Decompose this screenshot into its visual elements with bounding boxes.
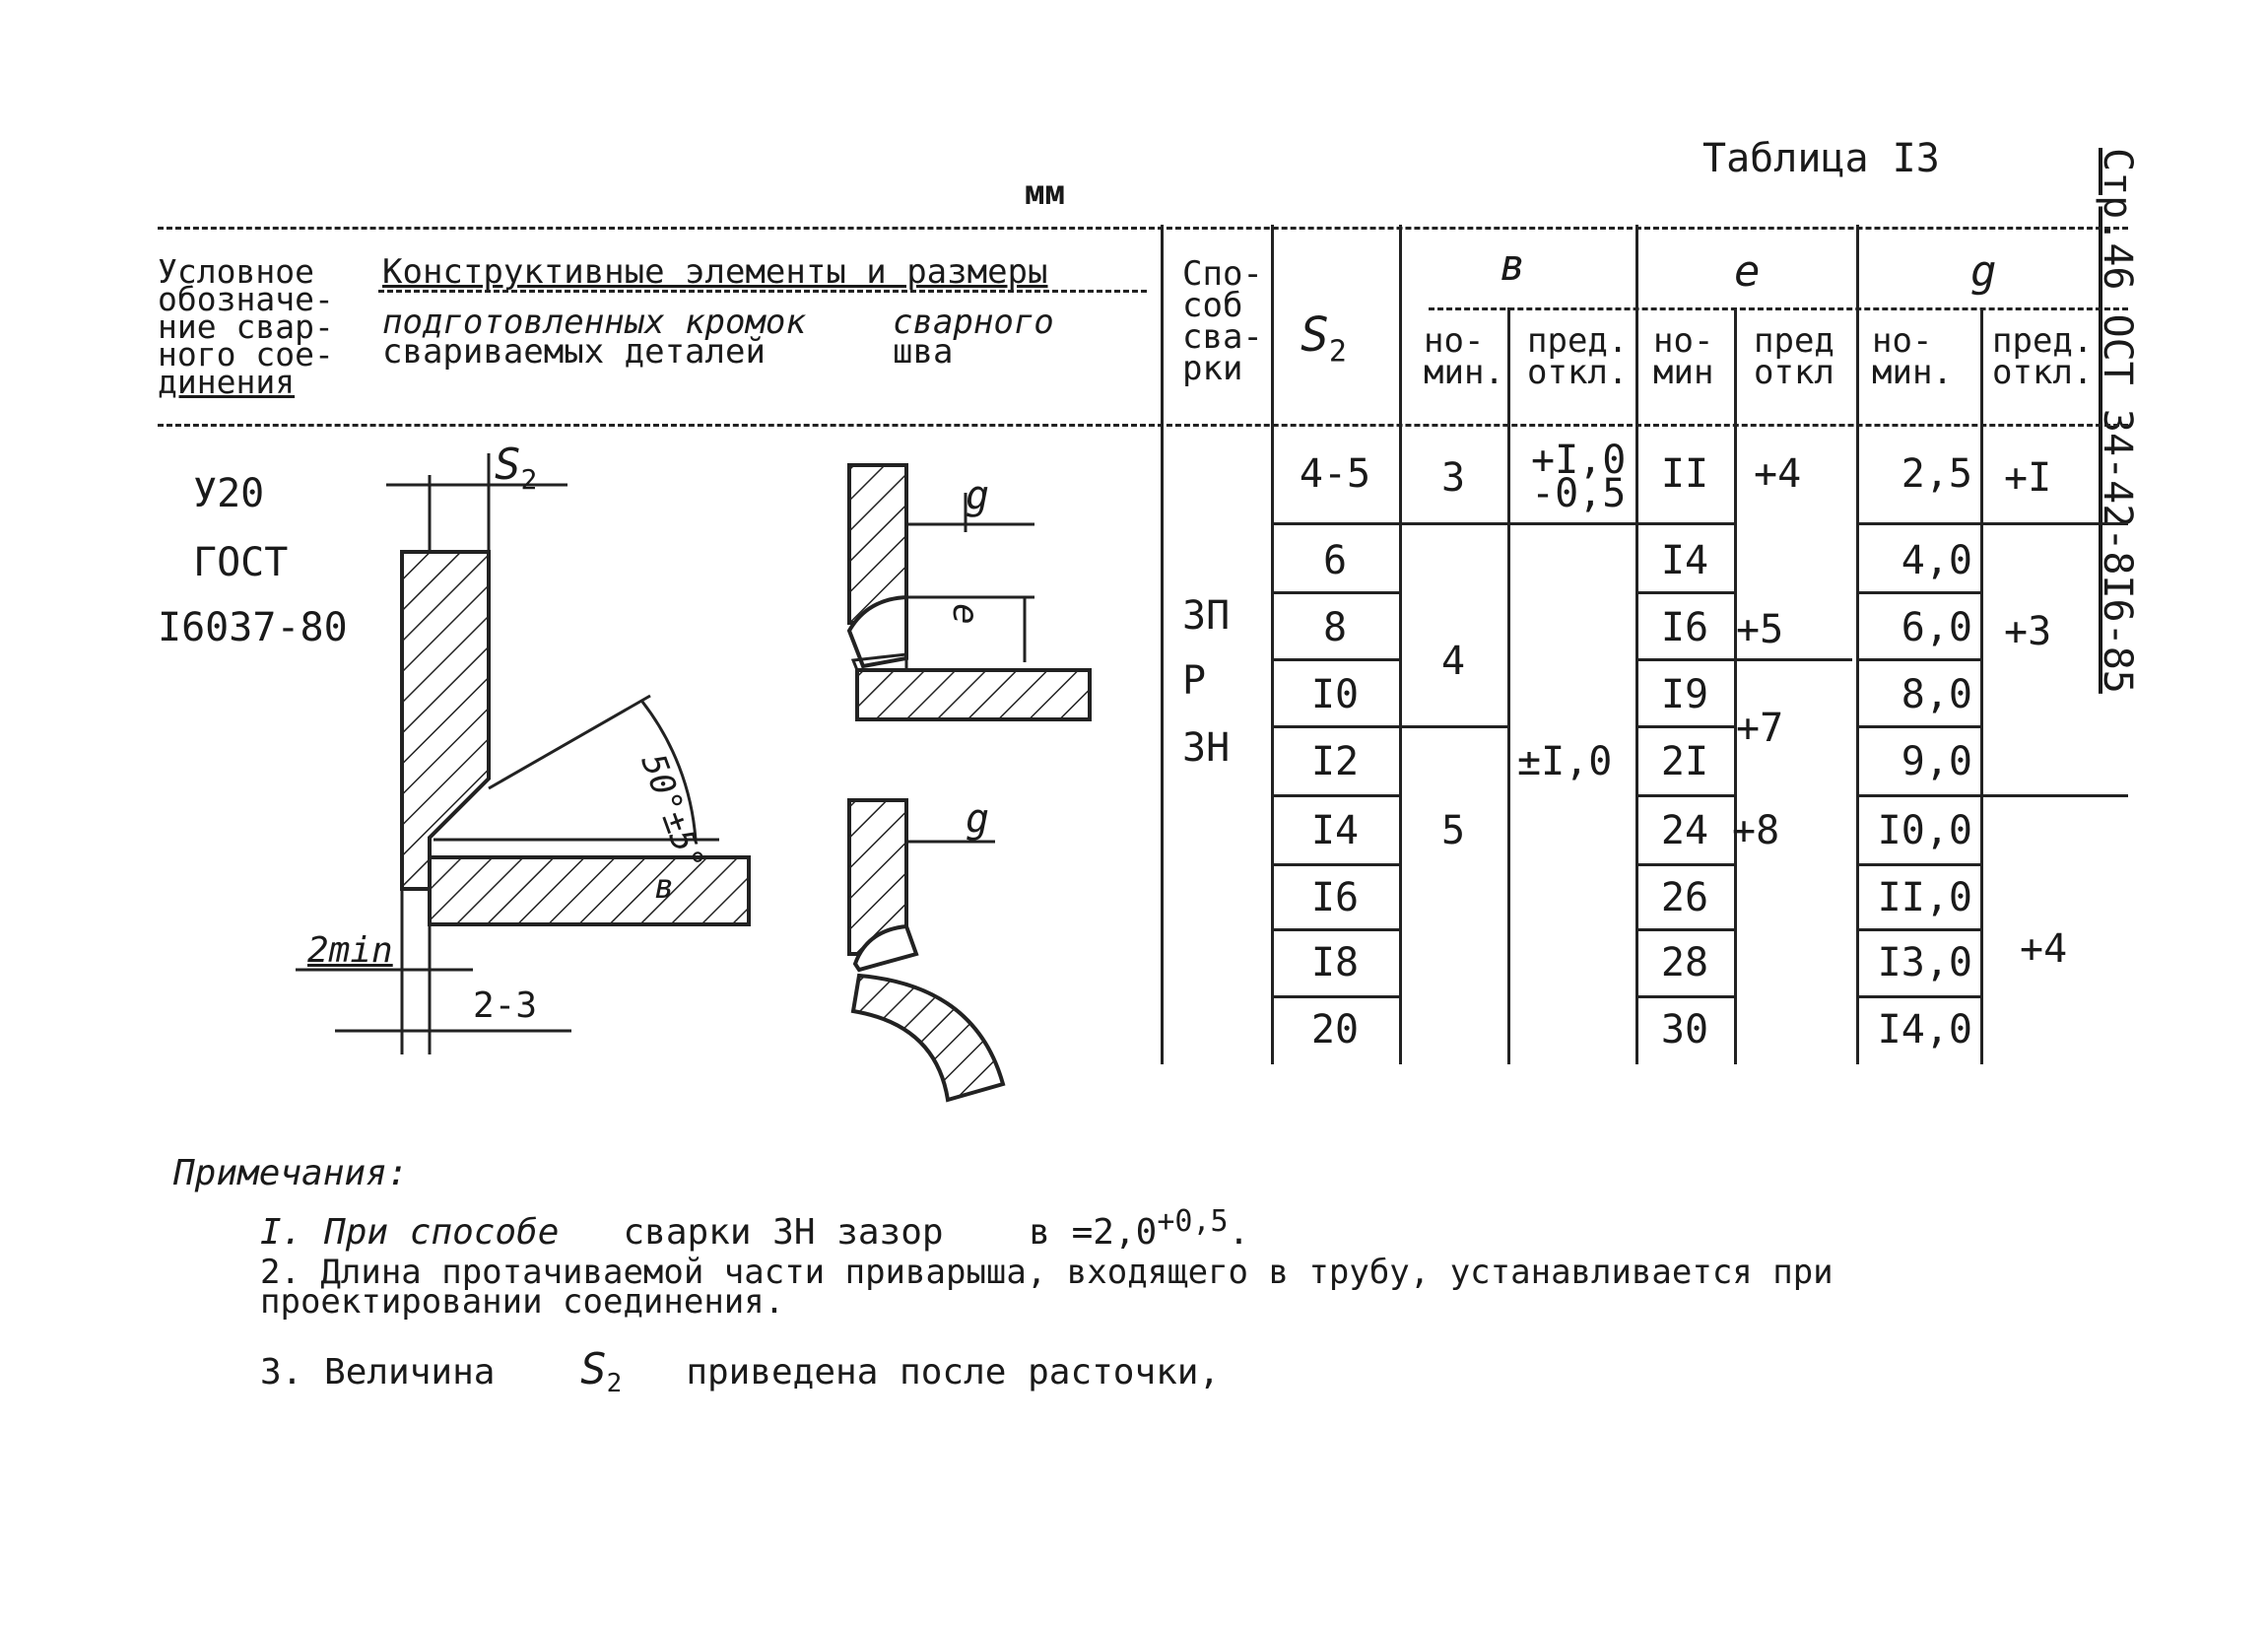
note-3-part: 3. Величина	[260, 1352, 496, 1392]
notes-title: Примечания:	[173, 1153, 409, 1193]
header-line: пред.	[1527, 321, 1629, 361]
horizontal-plate	[430, 857, 749, 924]
method-value: ЗН	[1182, 725, 1231, 771]
header-line: пред	[1754, 321, 1834, 361]
header-line: мин.	[1424, 353, 1504, 392]
e-nom-value: 24	[1660, 808, 1709, 853]
drawing-s2-label	[495, 440, 537, 496]
prepared-edges-line: подготовленных кромок	[382, 303, 806, 342]
designation-value: I6037-80	[158, 605, 348, 650]
s2-subscript: 2	[606, 1369, 623, 1399]
side-page-label: Стр.46 ОСТ 34-42-8I6-85	[2095, 148, 2140, 694]
header-line: но-	[1424, 321, 1485, 361]
b-header: в	[1500, 240, 1526, 291]
g-dev-value: +I	[2004, 455, 2052, 501]
s2-subscript: 2	[520, 462, 538, 496]
e-dev-value: +5	[1736, 607, 1784, 652]
e-nom-value: 26	[1660, 875, 1709, 920]
dim-2-3-label: 2-3	[473, 985, 538, 1026]
s2-value: I6	[1310, 875, 1360, 920]
header-line: пред.	[1992, 321, 2094, 361]
note-3	[260, 1344, 1220, 1398]
note-1-sup: +0,5	[1157, 1204, 1229, 1239]
bevel-line	[489, 696, 650, 788]
lower-weld-section	[849, 800, 1003, 1100]
note-1-part: сварки ЗН зазор	[623, 1212, 944, 1253]
e-nom-value: 28	[1660, 940, 1709, 985]
b-dev-value: -0,5	[1531, 471, 1627, 516]
e-nom-value: 30	[1660, 1007, 1709, 1053]
header-line: откл.	[1992, 353, 2094, 392]
e-dev-value: +8	[1732, 808, 1780, 853]
note-2	[260, 1253, 1834, 1322]
header-line: но-	[1653, 321, 1714, 361]
g-nom-value: I3,0	[1877, 940, 1972, 985]
elements-title: Конструктивные элементы и размеры	[382, 252, 1048, 292]
g-nom-value: 2,5	[1901, 451, 1972, 497]
s2-value: 6	[1322, 538, 1348, 583]
e-header: e	[1734, 246, 1761, 297]
unit-label: мм	[1025, 173, 1065, 213]
designation-line: обозначе-	[158, 280, 334, 318]
method-value: ЗП	[1182, 593, 1231, 639]
s2-symbol: S	[580, 1344, 607, 1394]
e-dev-value: +7	[1736, 706, 1784, 751]
g-header: g	[1970, 246, 1997, 297]
s2-value: 8	[1322, 605, 1348, 650]
header-line: мин.	[1872, 353, 1953, 392]
s2-value: I2	[1310, 739, 1360, 784]
s2-value: 4-5	[1299, 451, 1371, 497]
header-line: мин	[1653, 353, 1714, 392]
method-line: Спо-	[1182, 254, 1263, 294]
b-dev-value: +I,0	[1531, 438, 1627, 483]
g-nom-value: 8,0	[1901, 672, 1972, 717]
method-line: сва-	[1182, 317, 1263, 357]
method-value: Р	[1182, 658, 1207, 704]
e-dev-value: +4	[1754, 451, 1802, 497]
b-nom-value: 5	[1440, 808, 1466, 853]
e-nom-value: I6	[1660, 605, 1709, 650]
note-1-value: в =2,0	[1029, 1212, 1158, 1253]
g-nom-value: 9,0	[1901, 739, 1972, 784]
e-label: e	[945, 603, 985, 625]
note-2-line: 2. Длина протачиваемой части приварыша, входящего в трубу, устанавливается при	[260, 1253, 1834, 1292]
g-label-upper: g	[966, 473, 990, 518]
header-line: откл.	[1527, 353, 1629, 392]
designation-value: ГОСТ	[193, 540, 289, 585]
s2-value: I8	[1310, 940, 1360, 985]
header-line: но-	[1872, 321, 1933, 361]
s2-subscript: 2	[1328, 334, 1347, 370]
note-1-end: .	[1228, 1212, 1250, 1253]
b-dev-value: ±I,0	[1517, 739, 1613, 784]
angle-label: 50°±5°	[633, 749, 712, 877]
e-nom-value: II	[1660, 451, 1709, 497]
g-nom-value: I4,0	[1877, 1007, 1972, 1053]
b-mark-label: в	[654, 867, 675, 907]
g-dev-value: +3	[2004, 609, 2052, 654]
note-3-part: приведена после расточки,	[686, 1352, 1221, 1392]
designation-line: ние свар-	[158, 307, 334, 346]
weld-line: шва	[893, 332, 954, 372]
g-label-lower: g	[966, 796, 990, 842]
g-nom-value: II,0	[1877, 875, 1972, 920]
s2-value: 20	[1310, 1007, 1360, 1053]
designation-line: динения	[158, 363, 296, 401]
s2-symbol: S	[1301, 307, 1329, 363]
designation-value: У20	[193, 471, 265, 516]
gap-label: 2min	[307, 930, 393, 971]
e-nom-value: I9	[1660, 672, 1709, 717]
g-nom-value: 6,0	[1901, 605, 1972, 650]
g-dev-value: +4	[2020, 926, 2068, 972]
note-1-part: I. При способе	[260, 1212, 560, 1253]
e-nom-value: I4	[1660, 538, 1709, 583]
b-nom-value: 3	[1440, 455, 1466, 501]
weld-line: сварного	[893, 303, 1054, 342]
g-nom-value: I0,0	[1877, 808, 1972, 853]
s2-value: I0	[1310, 672, 1360, 717]
e-nom-value: 2I	[1660, 739, 1709, 784]
designation-line: ного сое-	[158, 335, 334, 374]
designation-line: Условное	[158, 252, 314, 291]
s2-value: I4	[1310, 808, 1360, 853]
header-line: откл	[1754, 353, 1834, 392]
prepared-edges-line: свариваемых деталей	[382, 332, 766, 372]
note-1	[260, 1204, 1249, 1253]
method-line: рки	[1182, 349, 1243, 388]
b-nom-value: 4	[1440, 639, 1466, 684]
note-2-line: проектировании соединения.	[260, 1282, 785, 1322]
method-line: соб	[1182, 286, 1243, 325]
s2-symbol: S	[495, 440, 521, 490]
table-label: Таблица I3	[1702, 136, 1940, 181]
g-nom-value: 4,0	[1901, 538, 1972, 583]
